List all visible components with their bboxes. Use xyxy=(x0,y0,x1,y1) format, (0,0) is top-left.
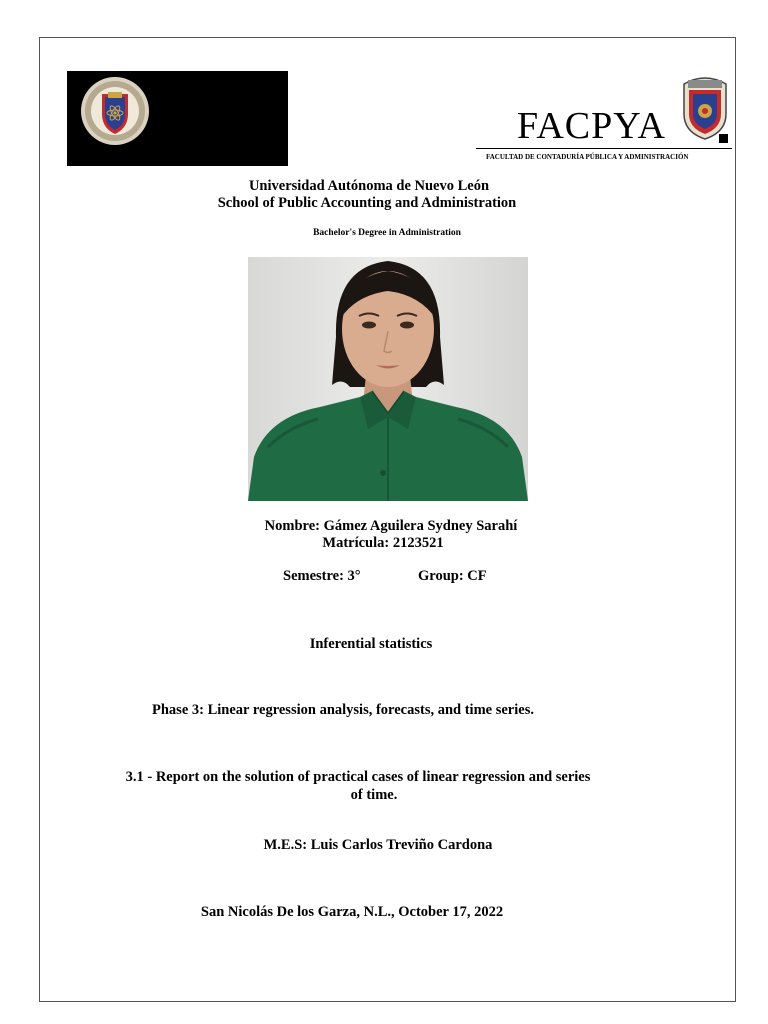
group: Group: CF xyxy=(418,568,487,584)
student-portrait xyxy=(248,257,528,501)
university-name: Universidad Autónoma de Nuevo León xyxy=(248,178,490,194)
student-id: Matrícula: 2123521 xyxy=(322,535,444,551)
facpya-shield-icon xyxy=(680,74,730,140)
report-title-line2: of time. xyxy=(350,787,398,803)
facpya-wordmark: FACPYA xyxy=(517,105,666,147)
school-name: School of Public Accounting and Administration xyxy=(217,195,517,211)
degree-name: Bachelor's Degree in Administration xyxy=(313,228,461,238)
facpya-logo xyxy=(476,74,732,166)
semester: Semestre: 3° xyxy=(283,568,361,584)
student-photo xyxy=(248,257,528,501)
subject-title: Inferential statistics xyxy=(309,636,433,652)
facpya-subtitle: FACULTAD DE CONTADURÍA PÚBLICA Y ADMINISTRACIÓN xyxy=(486,153,689,161)
uanl-seal-icon xyxy=(80,76,150,146)
report-title-line1: 3.1 - Report on the solution of practical cases of linear regression and series xyxy=(125,769,591,785)
phase-title: Phase 3: Linear regression analysis, forecasts, and time series. xyxy=(152,702,534,718)
uanl-logo-block xyxy=(67,71,288,166)
facpya-rule xyxy=(476,148,732,149)
student-name: Nombre: Gámez Aguilera Sydney Sarahí xyxy=(264,518,518,534)
teacher-name: M.E.S: Luis Carlos Treviño Cardona xyxy=(263,837,493,853)
place-date: San Nicolás De los Garza, N.L., October 17, 2022 xyxy=(200,904,504,920)
